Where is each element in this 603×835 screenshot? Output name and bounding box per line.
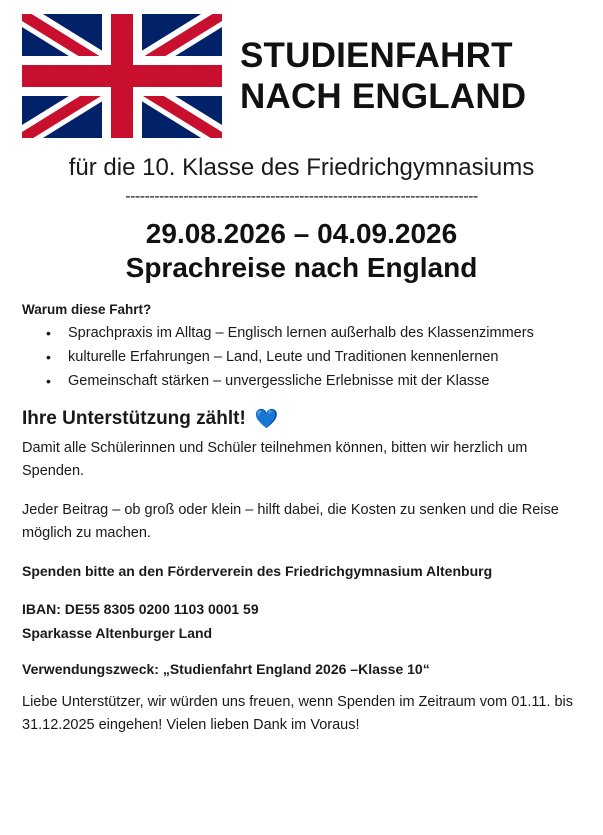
list-item: • Sprachpraxis im Alltag – Englisch lernen außerhalb des Klassenzimmers: [68, 323, 581, 345]
why-list: [22, 323, 581, 392]
list-item: • Gemeinschaft stärken – unvergessliche Erlebnisse mit der Klasse: [68, 371, 581, 393]
support-paragraph-1: Damit alle Schülerinnen und Schüler teilnehmen können, bitten wir herzlich um Spenden.: [22, 440, 528, 479]
trip-tagline: Sprachreise nach England: [125, 252, 478, 283]
support-heading-text: Ihre Unterstützung zählt!: [22, 408, 246, 430]
divider: -------------------------------------------------------------------------: [125, 188, 478, 205]
support-paragraph-2: Jeder Beitrag – ob groß oder klein – hilft dabei, die Kosten zu senken und die Reise möglich zu machen.: [22, 502, 559, 541]
list-item: • kulturelle Erfahrungen – Land, Leute und Traditionen kennenlernen: [68, 347, 581, 369]
page-title: [240, 35, 526, 118]
page-subtitle: für die 10. Klasse des Friedrichgymnasiums: [68, 154, 535, 181]
donation-purpose: Verwendungszweck: „Studienfahrt England 2026 –Klasse 10“: [22, 661, 430, 678]
page-title-line-1: STUDIENFAHRT: [240, 35, 513, 75]
bank-details: [22, 599, 581, 644]
iban: IBAN: DE55 8305 0200 1103 0001 59: [22, 600, 259, 617]
flag-cross-horizontal-red: [22, 65, 222, 87]
why-heading: Warum diese Fahrt?: [22, 302, 152, 317]
bank-name: Sparkasse Altenburger Land: [22, 624, 213, 641]
document-header: [22, 14, 581, 138]
union-jack-flag: [22, 14, 222, 138]
trip-dates: 29.08.2026 – 04.09.2026: [145, 218, 458, 249]
support-heading: [22, 408, 581, 430]
blue-heart-icon: 💙: [254, 408, 279, 430]
donation-recipient: Spenden bitte an den Förderverein des Friedrichgymnasium Altenburg: [22, 563, 493, 580]
closing-note: Liebe Unterstützer, wir würden uns freuen, wenn Spenden im Zeitraum vom 01.11. bis 31.12.2025 eingehen! Vielen lieben Dank im Voraus!: [22, 694, 574, 733]
page-title-line-2: NACH ENGLAND: [240, 77, 527, 116]
